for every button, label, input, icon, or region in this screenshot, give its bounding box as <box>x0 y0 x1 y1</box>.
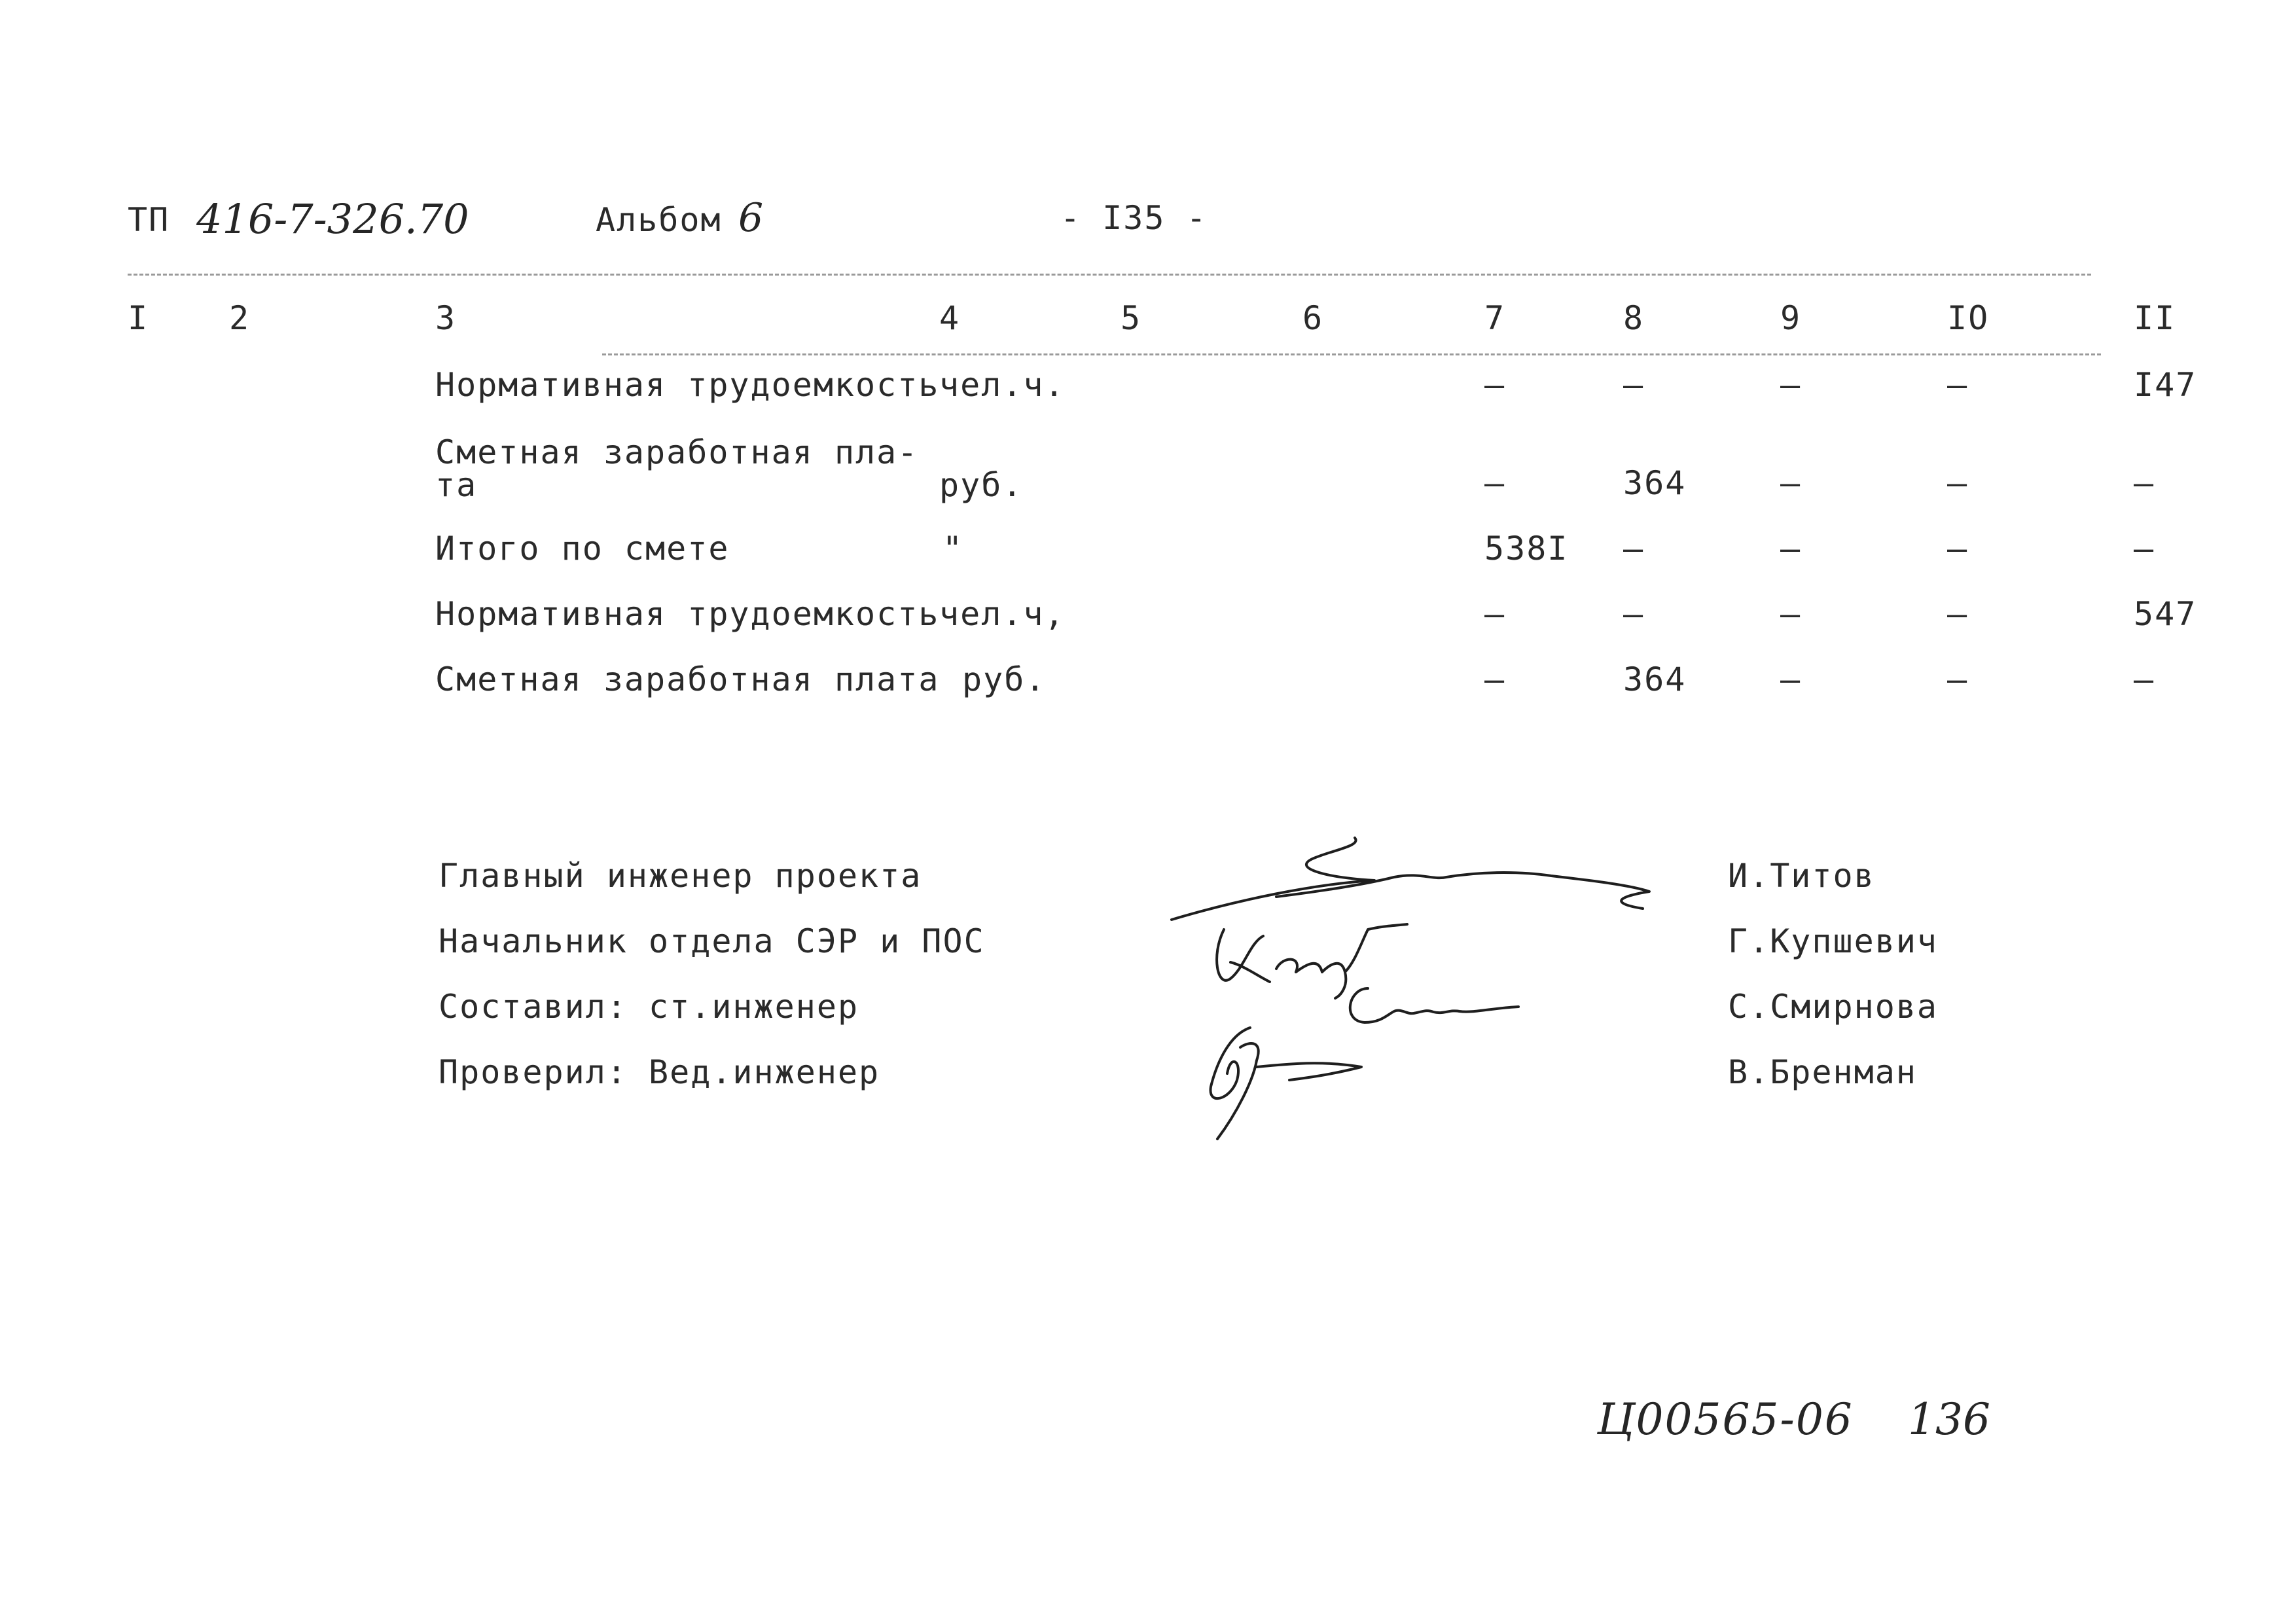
album-number: 6 <box>738 195 764 241</box>
row-name: Нормативная трудоемкость <box>435 366 940 404</box>
cell-col9: – <box>1780 660 1802 698</box>
row-unit: " <box>942 530 964 568</box>
tp-number: 416-7-326.70 <box>196 195 469 243</box>
signature-titov <box>1158 831 1669 929</box>
row-name: Нормативная трудоемкость <box>435 595 940 633</box>
header-rule <box>128 274 2091 276</box>
signatory-position: Проверил: Вед.инженер <box>439 1053 880 1091</box>
signatory-name: И.Титов <box>1728 857 1875 895</box>
column-number: 4 <box>939 299 961 337</box>
cell-col8: 364 <box>1623 660 1687 698</box>
page-number: - I35 - <box>1060 199 1208 237</box>
row-unit: руб. <box>939 466 1024 504</box>
cell-col11: – <box>2134 530 2155 568</box>
cell-col11: 547 <box>2134 595 2197 633</box>
archive-code: Ц00565-06 <box>1597 1394 1854 1445</box>
cell-col8: – <box>1623 530 1645 568</box>
cell-col11: – <box>2134 464 2155 502</box>
cell-col10: – <box>1947 464 1969 502</box>
cell-col7: – <box>1484 660 1506 698</box>
row-name-line2: та <box>435 466 478 504</box>
cell-col9: – <box>1780 530 1802 568</box>
cell-col7: – <box>1484 595 1506 633</box>
signatory-position: Составил: ст.инженер <box>439 988 859 1026</box>
row-unit: руб. <box>962 660 1047 698</box>
cell-col7: 538I <box>1484 530 1569 568</box>
column-number: 9 <box>1780 299 1802 337</box>
cell-col7: – <box>1484 366 1506 404</box>
cell-col10: – <box>1947 595 1969 633</box>
column-number: 6 <box>1302 299 1324 337</box>
row-unit: чел.ч. <box>939 366 1066 404</box>
cell-col9: – <box>1780 595 1802 633</box>
tp-prefix: ТП <box>128 201 170 239</box>
signature-brenman <box>1191 1021 1374 1146</box>
cell-col9: – <box>1780 366 1802 404</box>
cell-col7: – <box>1484 464 1506 502</box>
column-number: 7 <box>1484 299 1506 337</box>
cell-col11: – <box>2134 660 2155 698</box>
column-number: 5 <box>1121 299 1142 337</box>
row-unit: чел.ч, <box>939 595 1066 633</box>
column-rule <box>602 353 2101 355</box>
cell-col10: – <box>1947 660 1969 698</box>
column-number: 8 <box>1623 299 1645 337</box>
cell-col10: – <box>1947 366 1969 404</box>
row-name-line1: Сметная заработная пла- <box>435 433 919 471</box>
signatory-position: Главный инженер проекта <box>439 857 922 895</box>
column-number: II <box>2134 299 2176 337</box>
signatory-name: В.Бренман <box>1728 1053 1917 1091</box>
row-name: Сметная заработная плата <box>435 660 940 698</box>
cell-col8: – <box>1623 595 1645 633</box>
album-label: Альбом <box>596 201 722 239</box>
row-name: Итого по смете <box>435 530 730 568</box>
column-number: I <box>128 299 149 337</box>
cell-col8: 364 <box>1623 464 1687 502</box>
sheet-number: 136 <box>1908 1394 1990 1445</box>
column-number: 2 <box>229 299 251 337</box>
cell-col9: – <box>1780 464 1802 502</box>
cell-col8: – <box>1623 366 1645 404</box>
cell-col10: – <box>1947 530 1969 568</box>
cell-col11: I47 <box>2134 366 2197 404</box>
signatory-name: С.Смирнова <box>1728 988 1939 1026</box>
signatory-name: Г.Купшевич <box>1728 922 1939 960</box>
column-number: 3 <box>435 299 457 337</box>
column-number: IO <box>1947 299 1990 337</box>
signatory-position: Начальник отдела СЭР и ПОС <box>439 922 985 960</box>
